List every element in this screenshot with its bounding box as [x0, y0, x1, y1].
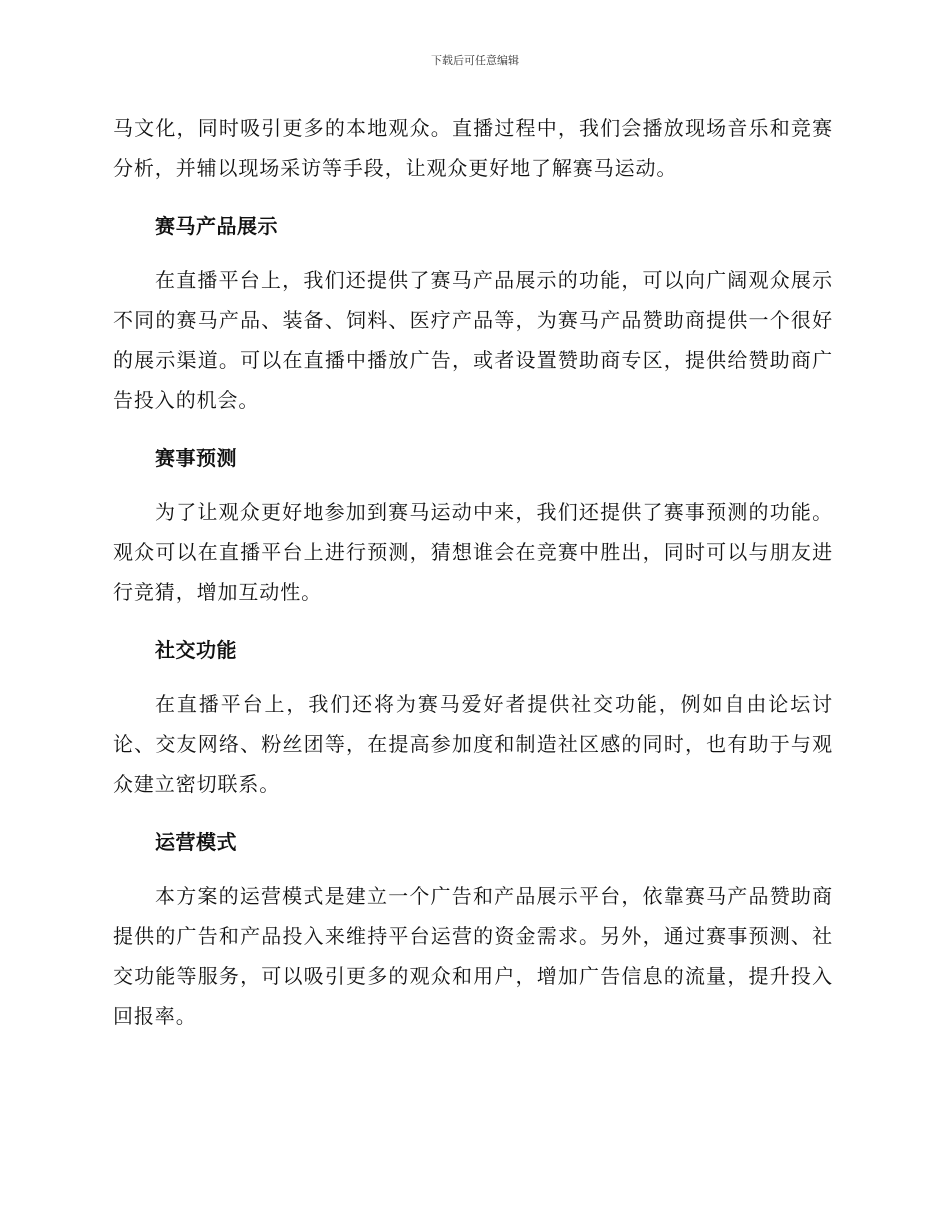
intro-paragraph: 马文化，同时吸引更多的本地观众。直播过程中，我们会播放现场音乐和竞赛分析，并辅以现场采访等手段，让观众更好地了解赛马运动。 — [113, 116, 833, 180]
section-social-features — [113, 630, 833, 804]
section-paragraph: 在直播平台上，我们还提供了赛马产品展示的功能，可以向广阔观众展示不同的赛马产品、装备、饲料、医疗产品等，为赛马产品赞助商提供一个很好的展示渠道。可以在直播中播放广告，或者设置赞助商专区，提供给赞助商广告投入的机会。 — [113, 268, 833, 412]
document-body — [113, 108, 833, 1036]
section-operation-model — [113, 822, 833, 1036]
section-heading: 社交功能 — [155, 638, 237, 662]
section-paragraph: 在直播平台上，我们还将为赛马爱好者提供社交功能，例如自由论坛讨论、交友网络、粉丝团等，在提高参加度和制造社区感的同时，也有助于与观众建立密切联系。 — [113, 692, 833, 796]
section-heading: 赛马产品展示 — [155, 214, 278, 238]
section-heading: 运营模式 — [155, 830, 237, 854]
section-product-showcase — [113, 206, 833, 420]
page-header: 下载后可任意编辑 — [431, 54, 519, 67]
section-race-prediction — [113, 438, 833, 612]
section-paragraph: 本方案的运营模式是建立一个广告和产品展示平台，依靠赛马产品赞助商提供的广告和产品投入来维持平台运营的资金需求。另外，通过赛事预测、社交功能等服务，可以吸引更多的观众和用户，增加广告信息的流量，提升投入回报率。 — [113, 884, 833, 1028]
section-paragraph: 为了让观众更好地参加到赛马运动中来，我们还提供了赛事预测的功能。观众可以在直播平台上进行预测，猜想谁会在竞赛中胜出，同时可以与朋友进行竞猜，增加互动性。 — [113, 500, 833, 604]
section-heading: 赛事预测 — [155, 446, 237, 470]
